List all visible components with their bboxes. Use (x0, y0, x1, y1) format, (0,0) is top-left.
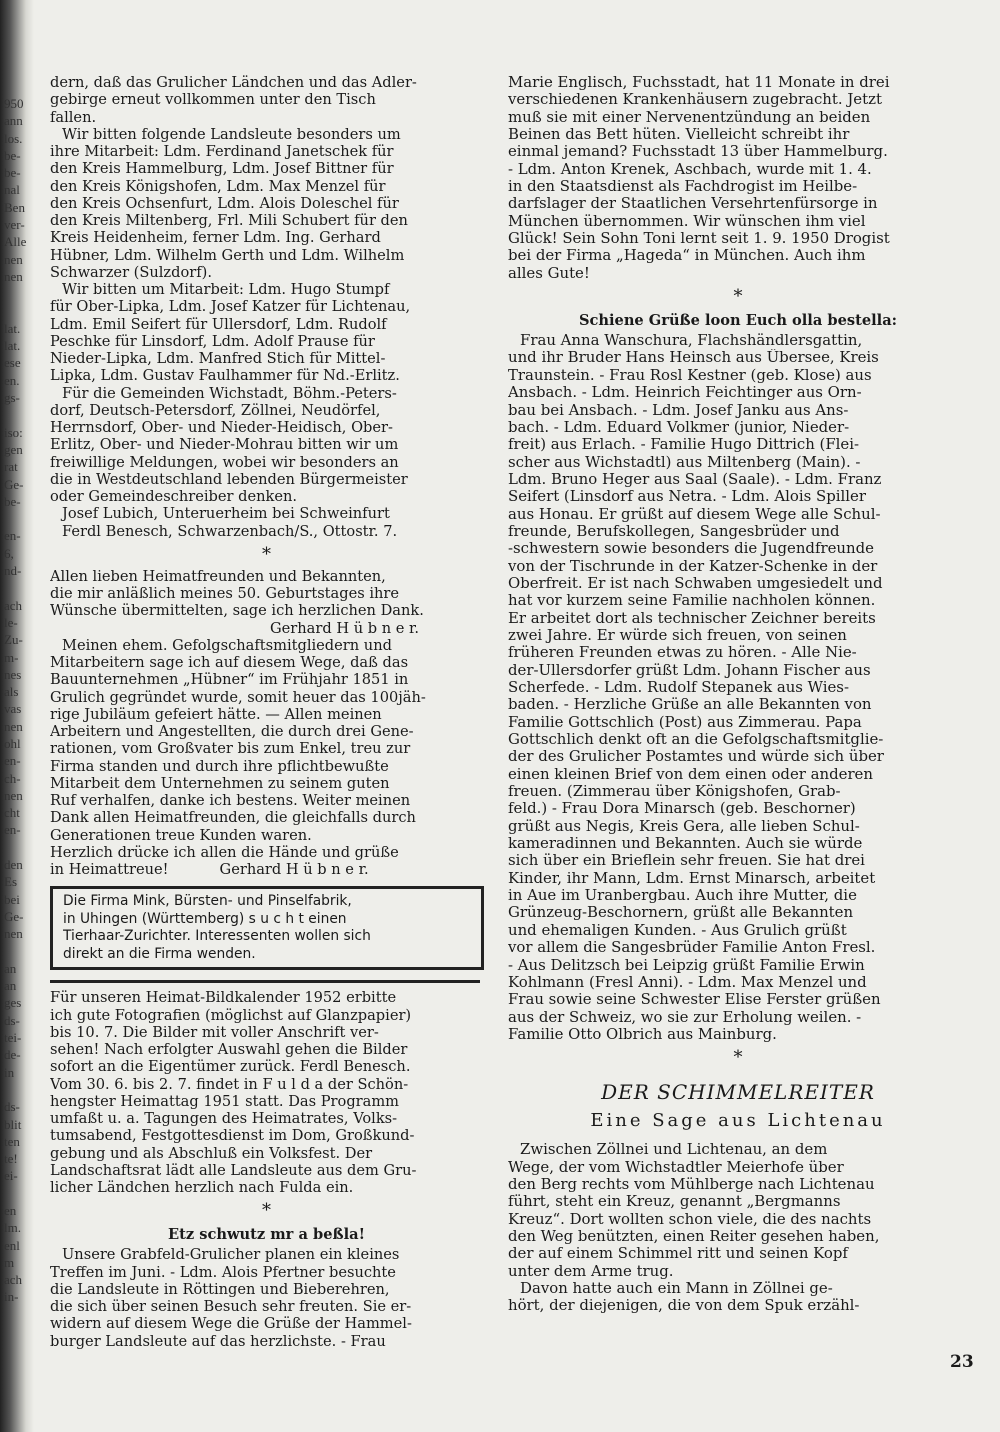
text-line: Schwarzer (Sulzdorf). (50, 263, 212, 281)
text-line: Wünsche übermittelten, sage ich herzlichen Dank. (50, 602, 424, 620)
text-line: Traunstein. - Frau Rosl Kestner (geb. Klose) aus (508, 366, 872, 384)
margin-fragment: in- (4, 1289, 19, 1305)
text-line: den Berg rechts vom Mühlberge nach Lichtenau (508, 1175, 875, 1193)
margin-fragment: blit (4, 1116, 22, 1132)
margin-fragment: Ge- (4, 476, 24, 492)
margin-fragment: ese (4, 355, 21, 371)
text-line: Kreuz“. Dort wollten schon viele, die des nachts (508, 1210, 872, 1228)
margin-fragment: be- (4, 493, 21, 509)
text-line: Beinen das Bett hüten. Vielleicht schreibt ihr (508, 126, 850, 144)
ad-line: Die Firma Mink, Bürsten- und Pinselfabrik, (63, 893, 352, 910)
text-line: Gottschlich denkt oft an die Gefolgschaftsmitglie- (508, 731, 884, 749)
text-line: gebung und als Abschluß ein Volksfest. Der (50, 1144, 373, 1162)
story-title: DER SCHIMMELREITER (601, 1080, 875, 1105)
margin-fragment: gen (4, 441, 23, 457)
company-anniversary-paragraph (50, 637, 483, 861)
margin-fragment: nen (4, 926, 23, 942)
text-line: ich gute Fotografien (möglichst auf Glanzpapier) (50, 1006, 412, 1024)
text-line: bach. - Ldm. Eduard Volkmer (junior, Nieder- (508, 418, 850, 436)
text-line: vor allem die Sangesbrüder Familie Anton Fresl. (508, 939, 876, 957)
text-line: Meinen ehem. Gefolgschaftsmitgliedern und (62, 636, 392, 654)
grabfeld-paragraph (50, 1246, 483, 1350)
margin-fragment: tei- (4, 1030, 22, 1046)
text-line: einmal jemand? Fuchsstadt 13 über Hammelburg. (508, 143, 888, 161)
text-line: die Landsleute in Röttingen und Bieberehren, (50, 1280, 390, 1298)
margin-fragment (4, 839, 30, 856)
text-line: und ehemaligen Kunden. - Aus Grulich grüßt (508, 921, 847, 939)
text-line: von der Tischrunde in der Katzer-Schenke in der (508, 557, 878, 575)
text-line: die mir anläßlich meines 50. Geburtstages ihre (50, 585, 400, 602)
text-line: Herrnsdorf, Ober- und Nieder-Heidisch, Ober- (50, 419, 393, 436)
text-line: bis 10. 7. Die Bilder mit voller Anschrift ver- (50, 1023, 379, 1041)
text-line: freuen. (Zimmerau über Königshofen, Grab- (508, 783, 841, 801)
text-line: Davon hatte auch ein Mann in Zöllnei ge- (520, 1279, 833, 1297)
text-line: grüßt aus Negis, Kreis Gera, alle lieben Schul- (508, 817, 860, 835)
margin-fragment: be- (4, 165, 21, 181)
margin-fragment: ver- (4, 217, 25, 233)
text-line: Firma standen und durch ihre pflichtbewußte (50, 757, 389, 775)
story-subtitle: Eine Sage aus Lichtenau (590, 1110, 886, 1132)
text-line: bau bei Ansbach. - Ldm. Josef Janku aus Ans- (508, 401, 849, 419)
text-line: Für unseren Heimat-Bildkalender 1952 erbitte (50, 989, 397, 1007)
margin-fragment (4, 510, 30, 527)
text-line: Arbeitern und Angestellten, die durch drei Gene- (50, 723, 414, 740)
text-line: Glück! Sein Sohn Toni lernt seit 1. 9. 1950 Drogist (508, 230, 890, 248)
separator-star: * (733, 1047, 743, 1069)
margin-fragment (4, 943, 30, 960)
text-line: Scherfede. - Ldm. Rudolf Stepanek aus Wies- (508, 679, 849, 696)
margin-fragment: en- (4, 822, 21, 838)
text-line: der auf einem Schimmel ritt und seinen Kopf (508, 1245, 848, 1263)
text-line: Ldm. Bruno Heger aus Saal (Saale). - Ldm. Franz (508, 470, 882, 488)
birthday-thanks-paragraph (50, 568, 483, 620)
text-line: Grünzeug-Beschornern, grüßt alle Bekannten (508, 904, 854, 922)
margin-fragment: te! (4, 1151, 18, 1167)
margin-fragment: nd- (4, 563, 22, 579)
text-line: Ferdl Benesch, Schwarzenbach/S., Ottostr. 7. (62, 522, 398, 540)
text-line: für Ober-Lipka, Ldm. Josef Katzer für Lichtenau, (50, 298, 411, 316)
text-line: der des Grulicher Postamtes und würde sich über (508, 748, 884, 766)
text-line: den Weg benützten, einen Reiter gesehen haben, (508, 1227, 880, 1245)
margin-fragment: in (4, 1064, 15, 1080)
text-line: oder Gemeindeschreiber denken. (50, 488, 298, 505)
request-helpers-paragraph (50, 126, 483, 281)
separator-star: * (262, 1200, 271, 1222)
margin-fragment: ach (4, 1272, 23, 1288)
text-line: umfaßt u. a. Tagungen des Heimatrates, Volks- (50, 1110, 398, 1127)
ad-line: Tierhaar-Zurichter. Interessenten wollen sich (63, 928, 371, 945)
text-line: -schwestern sowie besonders die Jugendfreunde (508, 540, 874, 558)
text-line: Frau Anna Wanschura, Flachshändlersgattin, (520, 332, 863, 350)
margin-fragment: gs- (4, 390, 20, 406)
margin-fragment: en. (4, 372, 20, 388)
text-line: Landschaftsrat lädt alle Landsleute aus dem Gru- (50, 1161, 417, 1179)
text-line: Erlitz, Ober- und Nieder-Mohrau bitten wir um (50, 436, 399, 454)
story-paragraph-2 (508, 1280, 968, 1315)
text-line: Lipka, Ldm. Gustav Faulhammer für Nd.-Erlitz. (50, 367, 400, 385)
text-line: und ihr Bruder Hans Heinsch aus Übersee, Kreis (508, 349, 879, 367)
margin-fragment: ds- (4, 1099, 20, 1115)
left-column (50, 74, 483, 1350)
text-line: Mitarbeitern sage ich auf diesem Wege, daß das (50, 654, 409, 671)
text-line: früheren Freunden etwas zu hören. - Alle Nie- (508, 644, 857, 662)
margin-fragment: los. (4, 130, 23, 146)
text-line: Ruf verhalfen, danke ich bestens. Weiter meinen (50, 792, 411, 809)
text-line: den Kreis Ochsenfurt, Ldm. Alois Doleschel für (50, 194, 399, 212)
legend-story (508, 1077, 968, 1314)
ad-line: direkt an die Firma wenden. (63, 945, 256, 962)
text-line: alles Gute! (508, 264, 590, 282)
text-line: Oberfreit. Er ist nach Schwaben umgesiedelt und (508, 574, 883, 592)
text-line: licher Ländchen herzlich nach Fulda ein. (50, 1179, 354, 1196)
signature-huebner-1: Gerhard H ü b n e r. (270, 619, 420, 637)
text-line: den Kreis Königshofen, Ldm. Max Menzel für (50, 177, 386, 195)
text-line: führt, steht ein Kreuz, genannt „Bergmanns (508, 1193, 841, 1211)
margin-fragments (4, 95, 30, 1306)
text-line: Grulich gegründet wurde, somit heuer das 100jäh- (50, 688, 426, 706)
text-line: bei der Firma „Hageda“ in München. Auch ihm (508, 247, 866, 265)
separator-star: * (262, 543, 271, 565)
text-line: die sich über seinen Besuch sehr freuten. Sie er- (50, 1298, 412, 1315)
signature-huebner-2: in Heimattreue! Gerhard H ü b n e r. (50, 861, 369, 878)
margin-fragment: m- (4, 649, 19, 665)
text-line: feld.) - Frau Dora Minarsch (geb. Beschorner) (508, 800, 856, 818)
text-line: Generationen treue Kunden waren. (50, 826, 312, 844)
margin-fragment: an (4, 978, 17, 994)
text-line: Dank allen Heimatfreunden, die gleichfalls durch (50, 809, 416, 827)
text-line: in Aue im Uranbergbau. Auch ihre Mutter, die (508, 887, 857, 905)
text-line: kameradinnen und Bekannten. Auch sie würde (508, 835, 863, 853)
text-line: freit) aus Erlach. - Familie Hugo Dittrich (Flei- (508, 436, 860, 454)
text-line: Zwischen Zöllnei und Lichtenau, an dem (520, 1141, 828, 1159)
text-line: tumsabend, Festgottesdienst im Dom, Großkund- (50, 1127, 415, 1145)
margin-fragment: ds- (4, 1012, 20, 1028)
margin-fragment: en- (4, 528, 21, 544)
text-line: Nieder-Lipka, Ldm. Manfred Stich für Mittel- (50, 350, 386, 367)
text-line: ihre Mitarbeit: Ldm. Ferdinand Janetschek für (50, 143, 394, 160)
text-line: sofort an die Eigentümer zurück. Ferdl Benesch. (50, 1058, 411, 1076)
margin-fragment: ten (4, 1133, 20, 1149)
text-line: fallen. (50, 108, 97, 126)
text-line: muß sie mit einer Nervenentzündung an beiden (508, 108, 871, 126)
section-heading-gossip: Etz schwutz mr a beßla! (168, 1226, 365, 1244)
request-cooperation-paragraph (50, 281, 483, 385)
text-line: Frau sowie seine Schwester Elise Ferster grüßen (508, 991, 881, 1009)
text-line: Kohlmann (Fresl Anni). - Ldm. Max Menzel und (508, 973, 867, 991)
margin-fragment: bei (4, 891, 20, 907)
text-line: dorf, Deutsch-Petersdorf, Zöllnei, Neudörfel, (50, 401, 381, 419)
margin-fragment: nen (4, 268, 23, 284)
text-line: scher aus Wichstadtl) aus Miltenberg (Main). - (508, 453, 861, 471)
text-line: der-Ullersdorfer grüßt Ldm. Johann Fischer aus (508, 661, 871, 679)
divider-rule (50, 980, 480, 983)
margin-fragment: Zu- (4, 632, 23, 648)
separator-star: * (733, 286, 743, 308)
text-line: die in Westdeutschland lebenden Bürgermeister (50, 470, 408, 488)
margin-fragment: nes (4, 666, 22, 682)
margin-fragment (4, 1185, 30, 1202)
text-line: den Kreis Hammelburg, Ldm. Josef Bittner für (50, 160, 394, 178)
intro-paragraph (50, 74, 483, 126)
text-line: Wege, der vom Wichstadtler Meierhofe über (508, 1158, 844, 1176)
right-column (508, 74, 968, 1315)
text-line: Familie Otto Olbrich aus Mainburg. (508, 1025, 777, 1043)
margin-fragment: ges (4, 995, 22, 1011)
text-line: Familie Gottschlich (Post) aus Zimmerau. Papa (508, 713, 862, 731)
margin-fragment (4, 406, 30, 423)
news-paragraph (508, 74, 968, 282)
text-line: Ldm. Emil Seifert für Ullersdorf, Ldm. Rudolf (50, 315, 387, 333)
text-line: Vom 30. 6. bis 2. 7. findet in F u l d a der Schön- (50, 1075, 409, 1093)
margin-fragment: le- (4, 614, 18, 630)
margin-fragment: be- (4, 147, 21, 163)
text-line: Ansbach. - Ldm. Heinrich Feichtinger aus Orn- (508, 384, 862, 402)
margin-fragment: ohl (4, 735, 21, 751)
margin-fragment: vas (4, 701, 22, 717)
margin-fragment: ann (4, 113, 23, 129)
text-line: darfslager der Staatlichen Versehrtenfürsorge in (508, 195, 878, 213)
text-line: rige Jubiläum gefeiert hätte. — Allen meinen (50, 705, 382, 723)
margin-fragment: nen (4, 787, 23, 803)
text-line: Kinder, ihr Mann, Ldm. Ernst Minarsch, arbeitet (508, 869, 876, 887)
text-line: Marie Englisch, Fuchsstadt, hat 11 Monate in drei (508, 74, 890, 91)
text-line: unter dem Arme trug. (508, 1262, 674, 1280)
municipalities-paragraph (50, 385, 483, 506)
margin-fragment: Alle (4, 234, 27, 250)
calendar-photos-paragraph (50, 989, 483, 1196)
text-line: Herzlich drücke ich allen die Hände und grüße (50, 843, 399, 861)
text-line: Unsere Grabfeld-Grulicher planen ein kleines (62, 1246, 400, 1264)
text-line: Wir bitten folgende Landsleute besonders um (62, 125, 401, 143)
margin-fragment: enl (4, 1237, 20, 1253)
margin-fragment: m (4, 1254, 15, 1270)
text-line: Kreis Heidenheim, ferner Ldm. Ing. Gerhard (50, 229, 381, 247)
text-line: - Aus Delitzsch bei Leipzig grüßt Familie Erwin (508, 956, 865, 974)
margin-fragment: ach (4, 597, 23, 613)
text-line: burger Landsleute auf das herzlichste. - Frau (50, 1332, 386, 1350)
text-line: Josef Lubich, Unteruerheim bei Schweinfurt (62, 505, 390, 523)
text-line: den Kreis Miltenberg, Frl. Mili Schubert für den (50, 212, 408, 229)
margin-fragment: rat (4, 459, 18, 475)
text-line: München übernommen. Wir wünschen ihm viel (508, 212, 866, 230)
margin-fragment: ei- (4, 1168, 18, 1184)
margin-fragment: en- (4, 753, 21, 769)
margin-fragment: ch- (4, 770, 21, 786)
greetings-paragraph (508, 332, 968, 1043)
margin-fragment (4, 285, 30, 302)
text-line: aus Honau. Er grüßt auf diesem Wege alle Schul- (508, 505, 881, 523)
margin-fragment: den (4, 857, 23, 873)
text-line: Wir bitten um Mitarbeit: Ldm. Hugo Stumpf (62, 281, 390, 298)
text-line: freiwillige Meldungen, wobei wir besonders an (50, 453, 399, 471)
ad-line: in Uhingen (Württemberg) s u c h t einen (63, 910, 347, 927)
text-line: dern, daß das Grulicher Ländchen und das Adler- (50, 74, 417, 91)
section-heading-greetings: Schiene Grüße loon Euch olla bestella: (578, 312, 898, 330)
text-line: rationen, vom Großvater bis zum Enkel, treu zur (50, 740, 411, 758)
text-line: hat vor kurzem seine Familie nachholen können. (508, 592, 876, 610)
margin-fragment: nal (4, 182, 20, 198)
text-line: hört, der diejenigen, die von dem Spuk erzähl- (508, 1297, 860, 1315)
margin-fragment: als (4, 684, 19, 700)
margin-fragment: nen (4, 718, 23, 734)
page-number: 23 (950, 1352, 974, 1372)
text-line: Treffen im Juni. - Ldm. Alois Pfertner besuchte (50, 1263, 396, 1281)
margin-fragment: 950 (4, 96, 24, 111)
text-line: Er arbeitet dort als technischer Zeichner bereits (508, 609, 876, 627)
text-line: Seifert (Linsdorf aus Netra. - Ldm. Alois Spiller (508, 488, 866, 506)
margin-fragment: nen (4, 251, 23, 267)
margin-fragment: Ben (4, 199, 25, 215)
margin-fragment: 6, (4, 545, 14, 561)
margin-fragment (4, 579, 30, 596)
text-line: zwei Jahre. Er würde sich freuen, von seinen (508, 626, 847, 644)
margin-fragment: lat. (4, 320, 21, 336)
text-line: Mitarbeit dem Unternehmen zu seinem guten (50, 774, 390, 792)
text-line: aus der Schweiz, wo sie zur Erholung weilen. - (508, 1008, 862, 1026)
margin-fragment: cht (4, 805, 20, 821)
margin-fragment (4, 1081, 30, 1098)
margin-fragment: iso: (4, 424, 23, 440)
text-line: Hübner, Ldm. Wilhelm Gerth und Ldm. Wilhelm (50, 246, 405, 264)
text-line: widern auf diesem Wege die Grüße der Hammel- (50, 1315, 412, 1333)
text-line: freunde, Berufskollegen, Sangesbrüder und (508, 522, 840, 540)
margin-fragment (4, 303, 30, 320)
margin-fragment: Ge- (4, 908, 24, 924)
text-line: Peschke für Linsdorf, Ldm. Adolf Prause für (50, 332, 375, 350)
text-line: - Ldm. Anton Krenek, Aschbach, wurde mit 1. 4. (508, 160, 872, 178)
text-line: sehen! Nach erfolgter Auswahl gehen die Bilder (50, 1041, 408, 1058)
margin-fragment: lm. (4, 1220, 21, 1236)
story-paragraph-1 (508, 1141, 968, 1280)
text-line: sich über ein Brieflein sehr freuen. Sie hat drei (508, 852, 865, 870)
text-line: einen kleinen Brief von dem einen oder anderen (508, 765, 873, 783)
text-line: hengster Heimattag 1951 statt. Das Programm (50, 1092, 400, 1110)
signatures-block (50, 505, 483, 540)
margin-fragment: en (4, 1203, 17, 1218)
text-line: Bauunternehmen „Hübner“ im Frühjahr 1851 in (50, 671, 409, 689)
text-line: Für die Gemeinden Wichstadt, Böhm.-Peters- (62, 384, 397, 402)
text-line: gebirge erneut vollkommen unter den Tisch (50, 91, 376, 109)
text-line: baden. - Herzliche Grüße an alle Bekannten von (508, 696, 872, 714)
margin-fragment: de- (4, 1047, 21, 1063)
text-line: in den Staatsdienst als Fachdrogist im Heilbe- (508, 178, 858, 196)
text-line: verschiedenen Krankenhäusern zugebracht. Jetzt (508, 91, 882, 109)
job-advertisement (50, 886, 484, 970)
text-line: Allen lieben Heimatfreunden und Bekannten, (50, 567, 386, 585)
margin-fragment: an (4, 960, 17, 976)
margin-fragment: lat. (4, 338, 21, 354)
margin-fragment: Es (4, 874, 17, 890)
